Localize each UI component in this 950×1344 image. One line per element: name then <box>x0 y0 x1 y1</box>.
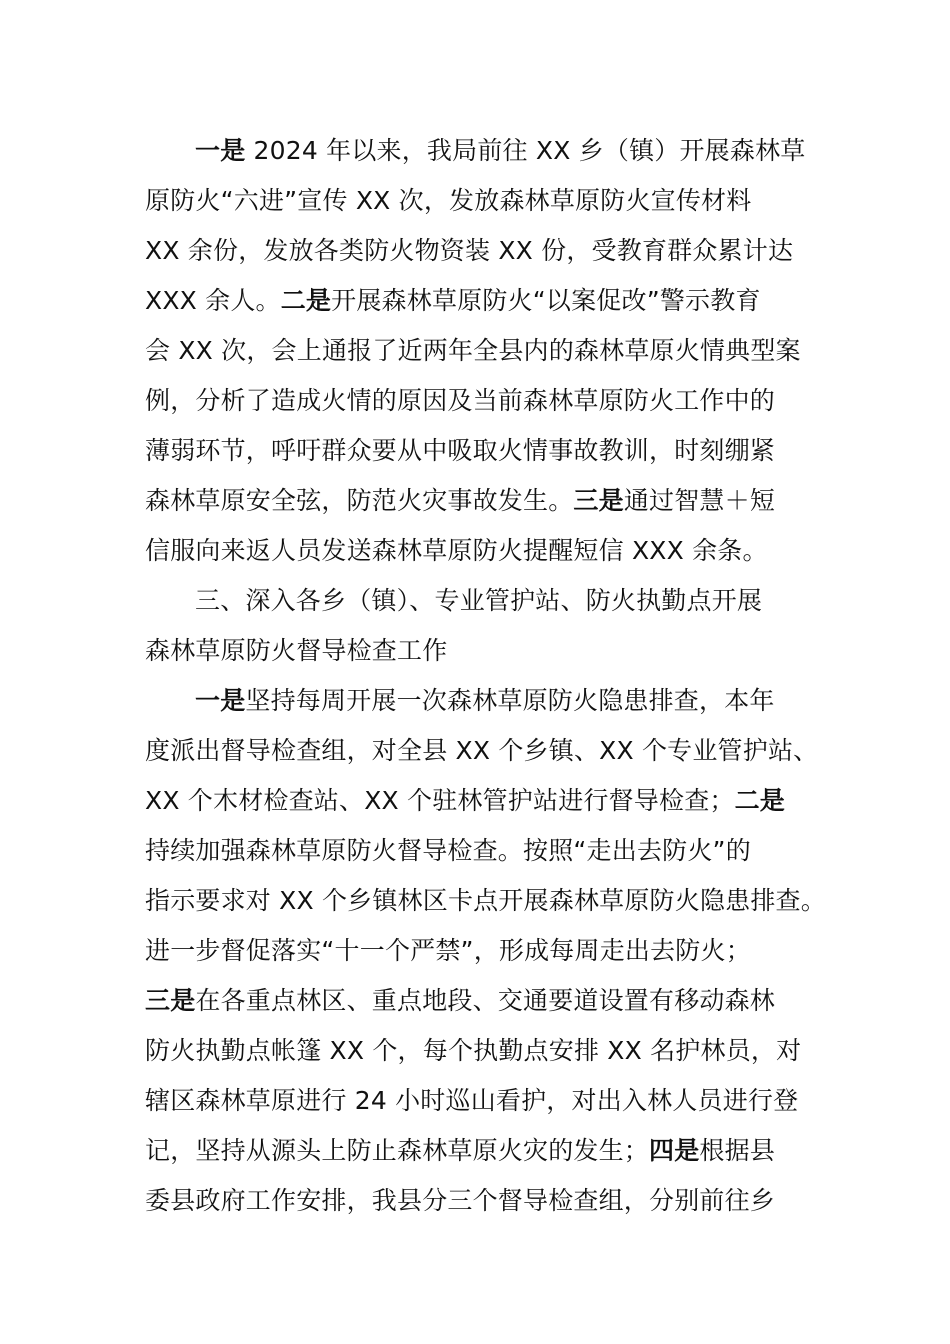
text-line <box>145 676 825 726</box>
text-segment: 坚持每周开展一次森林草原防火隐患排查，本年 <box>245 686 775 715</box>
text-line <box>145 826 825 876</box>
text-line <box>145 776 825 826</box>
text-line <box>145 176 825 226</box>
text-segment: XX 个木材检查站、XX 个驻林管护站进行督导检查； <box>145 786 735 815</box>
text-line <box>145 726 825 776</box>
text-segment: XX 余份，发放各类防火物资装 XX 份，受教育群众累计达 <box>145 236 794 265</box>
ordinal-keyword: 一是 <box>195 136 246 165</box>
text-segment: 森林草原防火督导检查工作 <box>145 636 448 665</box>
text-segment: 2024 年以来，我局前往 XX 乡（镇）开展森林草 <box>245 136 806 165</box>
text-segment: 持续加强森林草原防火督导检查。按照“走出去防火”的 <box>145 836 751 865</box>
text-line <box>145 126 825 176</box>
text-segment: 委县政府工作安排，我县分三个督导检查组，分别前往乡 <box>145 1186 776 1215</box>
text-line <box>145 626 825 676</box>
text-segment: 三、深入各乡（镇）、专业管护站、防火执勤点开展 <box>195 586 763 615</box>
text-line <box>145 376 825 426</box>
text-segment: 进一步督促落实“十一个严禁”，形成每周走出去防火； <box>145 936 751 965</box>
text-segment: 森林草原安全弦，防范火灾事故发生。 <box>145 486 574 515</box>
text-line <box>145 276 825 326</box>
ordinal-keyword: 二是 <box>280 286 332 315</box>
text-line <box>145 326 825 376</box>
text-segment: 在各重点林区、重点地段、交通要道设置有移动森林 <box>195 986 776 1015</box>
text-segment: 会 XX 次，会上通报了近两年全县内的森林草原火情典型案 <box>145 336 801 365</box>
text-line <box>145 476 825 526</box>
ordinal-keyword: 一是 <box>195 686 246 715</box>
text-segment: 度派出督导检查组，对全县 XX 个乡镇、XX 个专业管护站、 <box>145 736 819 765</box>
text-line <box>145 576 825 626</box>
text-line <box>145 1076 825 1126</box>
ordinal-keyword: 四是 <box>649 1136 700 1165</box>
text-segment: 记，坚持从源头上防止森林草原火灾的发生； <box>145 1136 650 1165</box>
text-line <box>145 1126 825 1176</box>
document-body <box>145 126 825 1226</box>
ordinal-keyword: 二是 <box>734 786 786 815</box>
text-line <box>145 926 825 976</box>
text-segment: 防火执勤点帐篷 XX 个，每个执勤点安排 XX 名护林员，对 <box>145 1036 802 1065</box>
text-segment: 指示要求对 XX 个乡镇林区卡点开展森林草原防火隐患排查。 <box>145 886 826 915</box>
text-segment: 信服向来返人员发送森林草原防火提醒短信 XXX 余条。 <box>145 536 768 565</box>
text-segment: 例，分析了造成火情的原因及当前森林草原防火工作中的 <box>145 386 776 415</box>
text-line <box>145 1176 825 1226</box>
text-line <box>145 876 825 926</box>
text-line <box>145 426 825 476</box>
text-segment: 根据县 <box>699 1136 776 1165</box>
text-segment: 原防火“六进”宣传 XX 次，发放森林草原防火宣传材料 <box>145 186 752 215</box>
text-line <box>145 976 825 1026</box>
ordinal-keyword: 三是 <box>145 986 196 1015</box>
text-segment: 辖区森林草原进行 24 小时巡山看护，对出入林人员进行登 <box>145 1086 799 1115</box>
ordinal-keyword: 三是 <box>573 486 624 515</box>
text-segment: XXX 余人。 <box>145 286 281 315</box>
text-line <box>145 1026 825 1076</box>
text-line <box>145 226 825 276</box>
text-line <box>145 526 825 576</box>
text-segment: 通过智慧＋短 <box>623 486 776 515</box>
text-segment: 薄弱环节，呼吁群众要从中吸取火情事故教训，时刻绷紧 <box>145 436 776 465</box>
text-segment: 开展森林草原防火“以案促改”警示教育 <box>331 286 761 315</box>
